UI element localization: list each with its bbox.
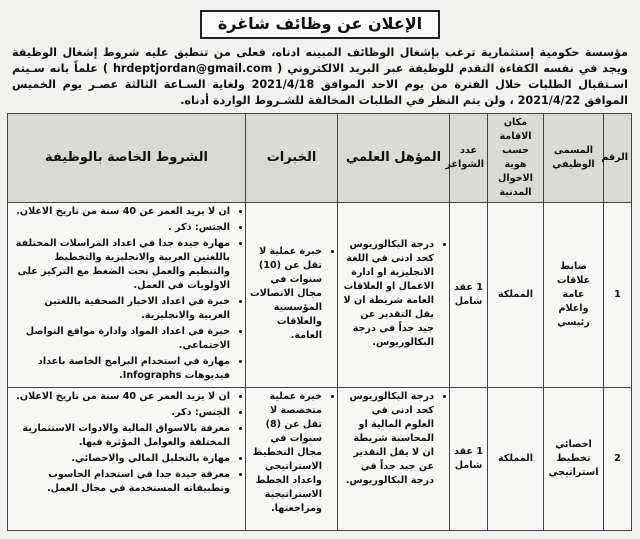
header-num: الرقم	[604, 114, 632, 203]
ad-title: الإعلان عن وظائف شاغرة	[200, 10, 440, 39]
row-experience	[246, 203, 338, 388]
ad-intro: مؤسسة حكومية إستثمارية ترغب بإشغال الوظائف المبينه ادناه، فعلى من تنطبق عليه شروط إشغال الوظيفة ويجد في نفسه الكفاءة التقدم للوظيفة عبر البريد الالكتروني ( hrdeptjordan@gmail.com ) علماً بانه سـيتم اسـتقبال الطلبات خلال الفترة من يوم الاحد الموافق 2021/4/18 ولغاية السـاعة الثالثة عصـر يوم الخميس الموافق 2021/4/22 ، ولن يتم النظر في الطلبات المخالفة للشـروط الواردة أدناه.	[12, 46, 628, 107]
row-residence: المملكة	[488, 203, 544, 388]
condition-item: • الجنس: ذكر .	[11, 221, 230, 235]
condition-item: • معرفة بالاسواق المالية والادوات الاستثمارية المختلفة والعوامل المؤثرة فيها.	[11, 422, 230, 450]
condition-item: • ان لا يزيد العمر عن 40 سنة من تاريخ الاعلان.	[11, 205, 230, 219]
row-count: 1 عقد شامل	[450, 388, 488, 531]
row-experience	[246, 388, 338, 531]
jobs-table	[7, 113, 632, 531]
table-row	[8, 388, 632, 531]
header-title: المسمى الوظيفي	[544, 114, 604, 203]
qualification-item: • درجة البكالوريوس كحد ادنى في اللغة الانجليزية او ادارة الاعمال او العلاقات العامة شريطة ان لا يقل التقدير عن جيد جداً في درجة البكالوريوس.	[341, 238, 434, 350]
row-qualification	[338, 388, 450, 531]
header-count: عدد الشواغر	[450, 114, 488, 203]
header-experience: الخبرات	[246, 114, 338, 203]
condition-item: • ان لا يزيد العمر عن 40 سنة من تاريخ الاعلان.	[11, 390, 230, 404]
condition-item: • خبرة في اعداد الاخبار الصحفية باللغتين العربية والانجليزية.	[11, 295, 230, 323]
row-residence: المملكة	[488, 388, 544, 531]
row-qualification	[338, 203, 450, 388]
row-num: 1	[604, 203, 632, 388]
condition-item: • مهارة في استخدام البرامج الخاصة باعداد فيديوهات Infographs.	[11, 355, 230, 383]
condition-item: • مهارة بالتحليل المالي والاحصائي.	[11, 452, 230, 466]
row-num: 2	[604, 388, 632, 531]
table-row	[8, 203, 632, 388]
condition-item: • الجنس: ذكر.	[11, 406, 230, 420]
experience-item: • خبرة عملية لا تقل عن (10) سنوات في مجال الاتصالات المؤسسية والعلاقات العامة.	[249, 245, 322, 343]
row-conditions	[8, 203, 246, 388]
header-qualification: المؤهل العلمي	[338, 114, 450, 203]
row-count: 1 عقد شامل	[450, 203, 488, 388]
row-title: ضابط علاقات عامة واعلام رئيسي	[544, 203, 604, 388]
condition-item: • مهارة جيدة جدا في اعداد المراسلات المختلفة باللغتين العربية والانجليزية والتخطيط والتنظيم والعمل تحت الضغط مع التركيز على الاولويات في العمل.	[11, 237, 230, 293]
header-conditions: الشروط الخاصة بالوظيفة	[8, 114, 246, 203]
experience-item: • خبرة عملية متخصصة لا تقل عن (8) سنوات في مجال التخطيط الاستراتيجي واعداد الخطط الاستراتيجية ومراجعتها.	[249, 390, 322, 516]
header-residence: مكان الاقامة حسب هوية الاحوال المدنية	[488, 114, 544, 203]
condition-item: • خبرة في اعداد المواد وادارة مواقع التواصل الاجتماعي.	[11, 325, 230, 353]
condition-item: • معرفة جيدة جدا في استخدام الحاسوب وتطبيقاته المستخدمة في مجال العمل.	[11, 468, 230, 496]
row-title: اخصائي تخطيط استراتيجي	[544, 388, 604, 531]
row-conditions	[8, 388, 246, 531]
qualification-item: • درجة البكالوريوس كحد ادنى في العلوم المالية او المحاسبة شريطة ان لا يقل التقدير عن جيد جداً في درجة البكالوريوس.	[341, 390, 434, 488]
table-header-row	[8, 114, 632, 203]
